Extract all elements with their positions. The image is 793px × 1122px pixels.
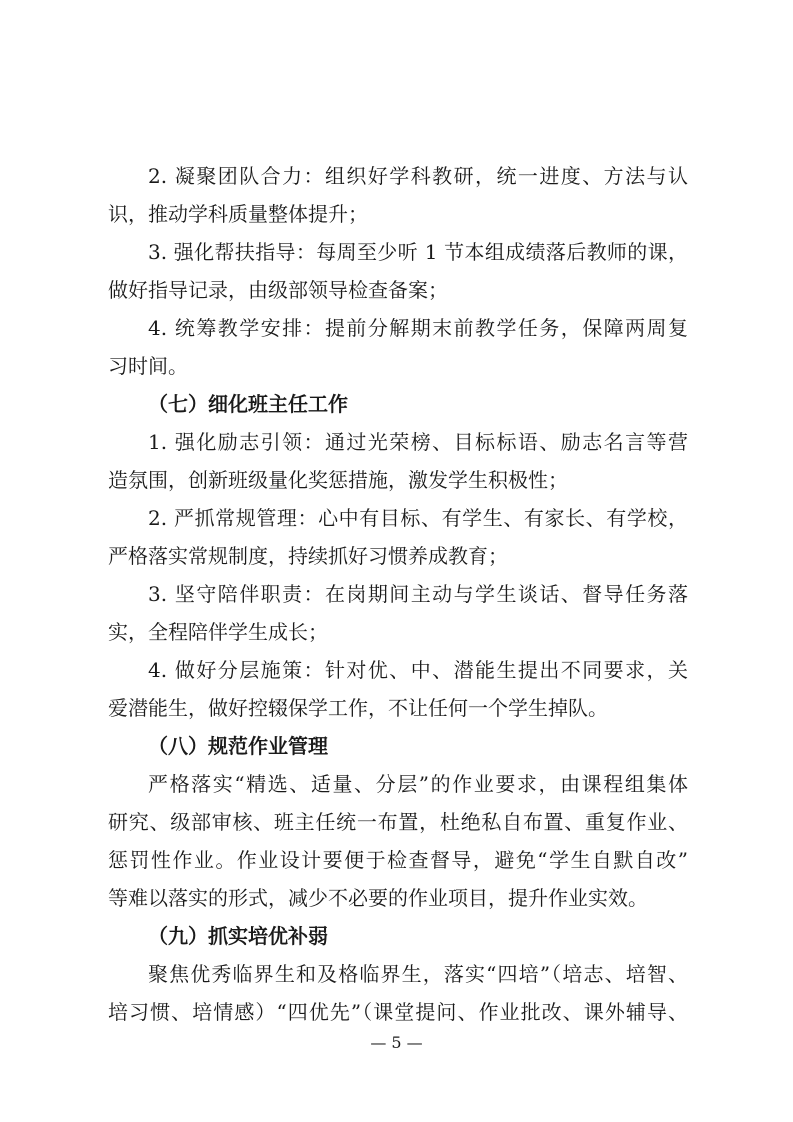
body-line: 严格落实“精选、适量、分层”的作业要求，由课程组集体 xyxy=(148,772,688,796)
body-line: 研究、级部审核、班主任统一布置，杜绝私自布置、重复作业、 xyxy=(108,810,688,834)
body-line: 实，全程陪伴学生成长； xyxy=(108,620,328,644)
body-line: 聚焦优秀临界生和及格临界生，落实“四培”（培志、培智、 xyxy=(148,962,688,986)
section-heading: （九）抓实培优补弱 xyxy=(148,924,328,948)
body-line: 培习惯、培情感）“四优先”（课堂提问、作业批改、课外辅导、 xyxy=(108,1000,688,1024)
body-line: 爱潜能生，做好控辍保学工作，不让任何一个学生掉队。 xyxy=(108,696,608,720)
section-heading: （七）细化班主任工作 xyxy=(148,392,348,416)
body-line: 2. 凝聚团队合力：组织好学科教研，统一进度、方法与认 xyxy=(148,164,688,188)
body-line: 识，推动学科质量整体提升； xyxy=(108,202,368,226)
body-line: 3. 强化帮扶指导：每周至少听 1 节本组成绩落后教师的课， xyxy=(148,240,688,264)
body-line: 造氛围，创新班级量化奖惩措施，激发学生积极性； xyxy=(108,468,568,492)
body-line: 等难以落实的形式，减少不必要的作业项目，提升作业实效。 xyxy=(108,886,648,910)
body-line: 2. 严抓常规管理：心中有目标、有学生、有家长、有学校， xyxy=(148,506,688,530)
body-line: 习时间。 xyxy=(108,354,188,378)
body-line: 做好指导记录，由级部领导检查备案； xyxy=(108,278,448,302)
body-line: 惩罚性作业。作业设计要便于检查督导，避免“学生自默自改” xyxy=(108,848,688,872)
body-line: 4. 统筹教学安排：提前分解期末前教学任务，保障两周复 xyxy=(148,316,688,340)
body-line: 1. 强化励志引领：通过光荣榜、目标标语、励志名言等营 xyxy=(148,430,688,454)
body-line: 4. 做好分层施策：针对优、中、潜能生提出不同要求，关 xyxy=(148,658,688,682)
body-line: 3. 坚守陪伴职责：在岗期间主动与学生谈话、督导任务落 xyxy=(148,582,688,606)
body-line: 严格落实常规制度，持续抓好习惯养成教育； xyxy=(108,544,508,568)
page-number: — 5 — xyxy=(370,1033,423,1052)
section-heading: （八）规范作业管理 xyxy=(148,734,328,758)
